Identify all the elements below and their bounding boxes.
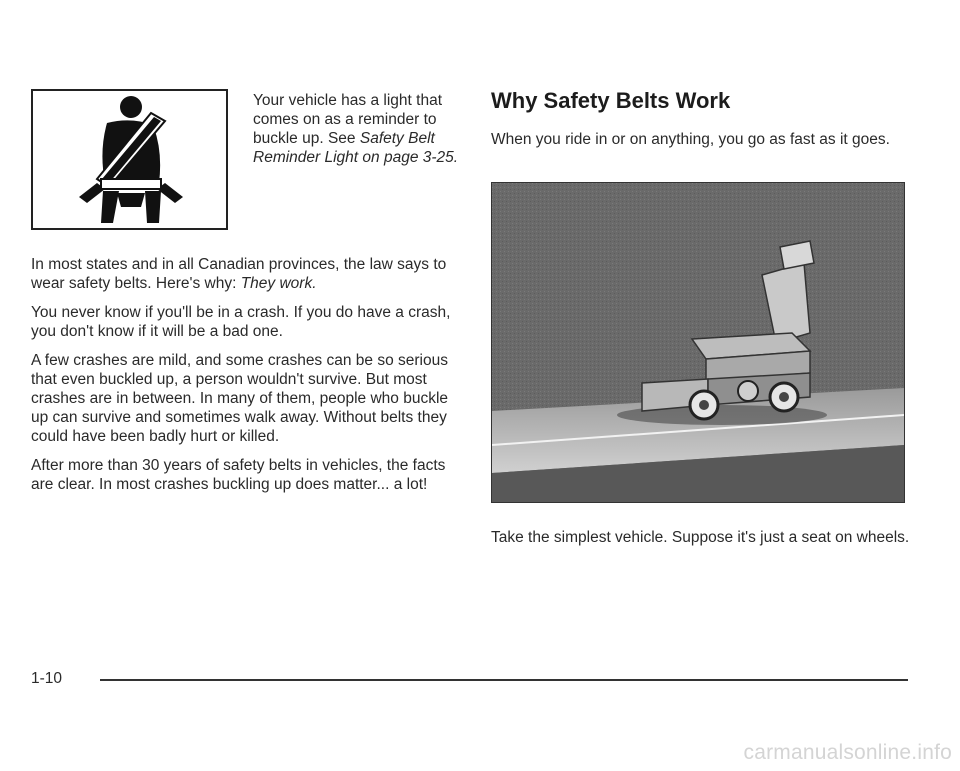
left-column <box>31 255 466 504</box>
paragraph-crash: You never know if you'll be in a crash. If you do have a crash, you don't know if it will be a bad one. <box>31 304 451 340</box>
reminder-reference: Safety Belt Reminder Light on page 3-25. <box>253 130 459 166</box>
law-text: In most states and in all Canadian provinces, the law says to wear safety belts. Here's why: <box>31 256 447 292</box>
seatbelt-reminder-icon <box>33 91 226 228</box>
section-heading: Why Safety Belts Work <box>491 88 731 113</box>
page-number: 1-10 <box>31 670 63 687</box>
paragraph-law <box>31 255 466 293</box>
law-emphasis: They work. <box>240 275 317 292</box>
reminder-text: Your vehicle has a light that comes on as a reminder to buckle up. See <box>253 92 442 147</box>
intro-paragraph: When you ride in or on anything, you go as fast as it goes. <box>491 131 890 148</box>
seatbelt-icon-box <box>31 89 228 230</box>
footer-rule <box>100 679 908 681</box>
paragraph-facts: After more than 30 years of safety belts in vehicles, the facts are clear. In most crashes buckling up does matter... a lot! <box>31 457 446 493</box>
watermark: carmanualsonline.info <box>743 741 952 764</box>
seat-on-wheels-illustration <box>491 182 905 503</box>
reminder-paragraph <box>253 91 463 167</box>
illustration-caption: Take the simplest vehicle. Suppose it's just a seat on wheels. <box>491 529 910 546</box>
paragraph-mild-crashes: A few crashes are mild, and some crashes can be so serious that even buckled up, a person wouldn't survive. But most crashes are in between. In many of them, people who buckle up can survive and sometimes walk away. Without belts they could have been badly hurt or killed. <box>31 352 449 445</box>
reminder-text-block <box>253 91 463 167</box>
